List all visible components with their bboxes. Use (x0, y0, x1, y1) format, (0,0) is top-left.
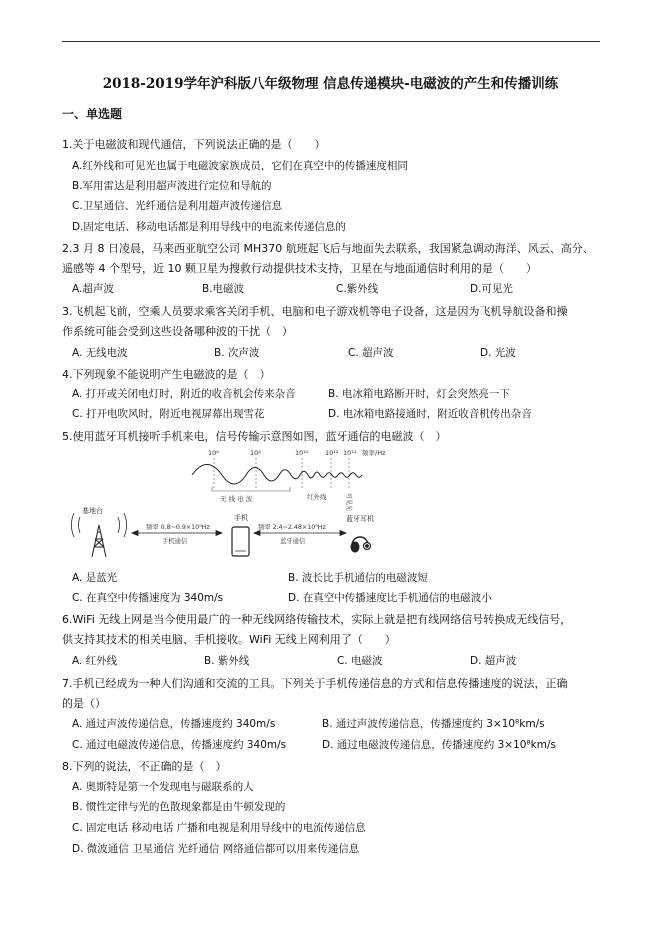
question-3-option-b: B. 次声波 (214, 347, 260, 359)
question-3-stem-line-1: 3.飞机起飞前，空乘人员要求乘客关闭手机、电脑和电子游戏机等电子设备，这是因为飞机导航设备和操 (62, 305, 568, 318)
freq-axis-label: 频率/Hz (362, 449, 386, 457)
question-8-option-a: A. 奥斯特是第一个发现电与磁联系的人 (72, 781, 254, 793)
question-6-stem-line-1: 6.WiFi 无线上网是当今使用最广的一种无线网络传输技术，实际上就是把有线网络信号转换成无线信号， (62, 613, 572, 626)
question-8-option-c: C. 固定电话 移动电话 广播和电视是利用导线中的电流传递信息 (72, 822, 366, 834)
question-7-option-c: C. 通过电磁波传递信息，传播速度约 340m/s (72, 739, 287, 751)
question-8-option-b: B. 惯性定律与光的色散现象都是由牛顿发现的 (72, 801, 286, 813)
band-label-radio: 无 线 电 波 (220, 495, 253, 503)
freq-tick-4: 10¹² (325, 449, 339, 457)
question-6-option-d: D. 超声波 (470, 655, 517, 667)
question-6-stem-line-2: 供支持其技术的相关电脑、手机接收。WiFi 无线上网利用了（ ） (62, 633, 396, 646)
question-3-stem-line-2: 作系统可能会受到这些设备哪种波的干扰（ ） (62, 325, 293, 338)
question-2-option-d: D.可见光 (470, 283, 513, 295)
link1-frequency: 频率 0.8~0.9×10⁹Hz (146, 524, 210, 531)
question-5-option-a: A. 是蓝光 (72, 572, 118, 584)
question-7-stem-line-1: 7.手机已经成为一种人们沟通和交流的工具。下列关于手机传递信息的方式和信息传播速度的说法，正确 (62, 677, 568, 690)
link2-frequency: 频率 2.4~2.48×10⁹Hz (258, 524, 326, 531)
question-3-option-d: D. 光波 (480, 347, 516, 359)
question-8-stem: 8.下列的说法，不正确的是（ ） (62, 760, 227, 773)
question-1-option-b: B.军用雷达是利用超声波进行定位和导航的 (72, 180, 272, 192)
link1-name: 手机通信 (162, 538, 188, 545)
link2-name: 蓝牙通信 (280, 538, 306, 545)
phone-label: 手机 (234, 514, 248, 522)
question-6-option-a: A. 红外线 (72, 655, 118, 667)
freq-tick-5: 10¹⁴ (343, 449, 357, 457)
freq-tick-1: 10⁶ (208, 449, 219, 457)
question-5-option-b: B. 波长比手机通信的电磁波短 (288, 572, 428, 584)
signal-transmission-diagram (62, 447, 482, 563)
section-heading: 一、单选题 (62, 107, 123, 121)
question-8-option-d: D. 微波通信 卫星通信 光纤通信 网络通信都可以用来传递信息 (72, 843, 360, 855)
question-1-stem: 1.关于电磁波和现代通信，下列说法正确的是（ ） (62, 138, 326, 151)
question-7-option-d: D. 通过电磁波传递信息，传播速度约 3×10⁸km/s (322, 739, 556, 751)
band-label-visible: 可见光 (345, 493, 352, 512)
question-6-option-c: C. 电磁波 (337, 655, 383, 667)
freq-tick-3: 10¹⁰ (295, 449, 309, 457)
question-7-stem-line-2: 的是（） (62, 697, 106, 710)
page-title: 2018-2019学年沪科版八年级物理 信息传递模块-电磁波的产生和传播训练 (102, 76, 559, 92)
headset-label: 蓝牙耳机 (346, 515, 374, 523)
question-1-option-a: A.红外线和可见光也属于电磁波家族成员，它们在真空中的传播速度相同 (72, 160, 408, 172)
question-6-option-b: B. 紫外线 (204, 655, 250, 667)
base-station-tower-icon (71, 513, 126, 557)
top-rule (62, 41, 600, 42)
question-7-option-b: B. 通过声波传递信息，传播速度约 3×10⁸km/s (322, 718, 545, 730)
freq-tick-2: 10⁸ (250, 449, 261, 457)
wave-curve (192, 465, 362, 485)
bluetooth-headset-icon (351, 537, 371, 552)
question-2-stem-line-1: 2.3 月 8 日凌晨，马来西亚航空公司 MH370 航班起飞后与地面失去联系，我国紧急调动海洋、风云、高分、 (62, 242, 594, 255)
question-2-stem-line-2: 遥感等 4 个型号，近 10 颗卫星为搜救行动提供技术支持，卫星在与地面通信时利用的是（ ） (62, 262, 537, 275)
question-4-stem: 4.下列现象不能说明产生电磁波的是（ ） (62, 368, 271, 381)
question-7-option-a: A. 通过声波传递信息，传播速度约 340m/s (72, 718, 276, 730)
question-4-option-a: A. 打开或关闭电灯时，附近的收音机会传来杂音 (72, 388, 296, 400)
question-3-option-c: C. 超声波 (348, 347, 394, 359)
question-1-option-d: D.固定电话、移动电话都是利用导线中的电流来传递信息的 (72, 221, 346, 233)
question-3-option-a: A. 无线电波 (72, 347, 128, 359)
question-4-option-d: D. 电冰箱电路接通时，附近收音机传出杂音 (328, 408, 532, 420)
question-5-option-d: D. 在真空中传播速度比手机通信的电磁波小 (288, 592, 492, 604)
question-2-option-a: A.超声波 (72, 283, 114, 295)
question-4-option-b: B. 电冰箱电路断开时，灯会突然亮一下 (328, 388, 510, 400)
base-station-label: 基地台 (82, 507, 103, 515)
phone-icon (232, 527, 249, 556)
question-5-stem: 5.使用蓝牙耳机接听手机来电，信号传输示意图如图，蓝牙通信的电磁波（ ） (62, 430, 447, 443)
question-5-option-c: C. 在真空中传播速度为 340m/s (72, 592, 224, 604)
question-1-option-c: C.卫星通信、光纤通信是利用超声波传递信息 (72, 200, 283, 212)
question-2-option-c: C.紫外线 (336, 283, 379, 295)
question-2-option-b: B.电磁波 (202, 283, 245, 295)
question-4-option-c: C. 打开电吹风时，附近电视屏幕出现雪花 (72, 408, 265, 420)
band-label-infrared: 红外线 (307, 493, 327, 501)
